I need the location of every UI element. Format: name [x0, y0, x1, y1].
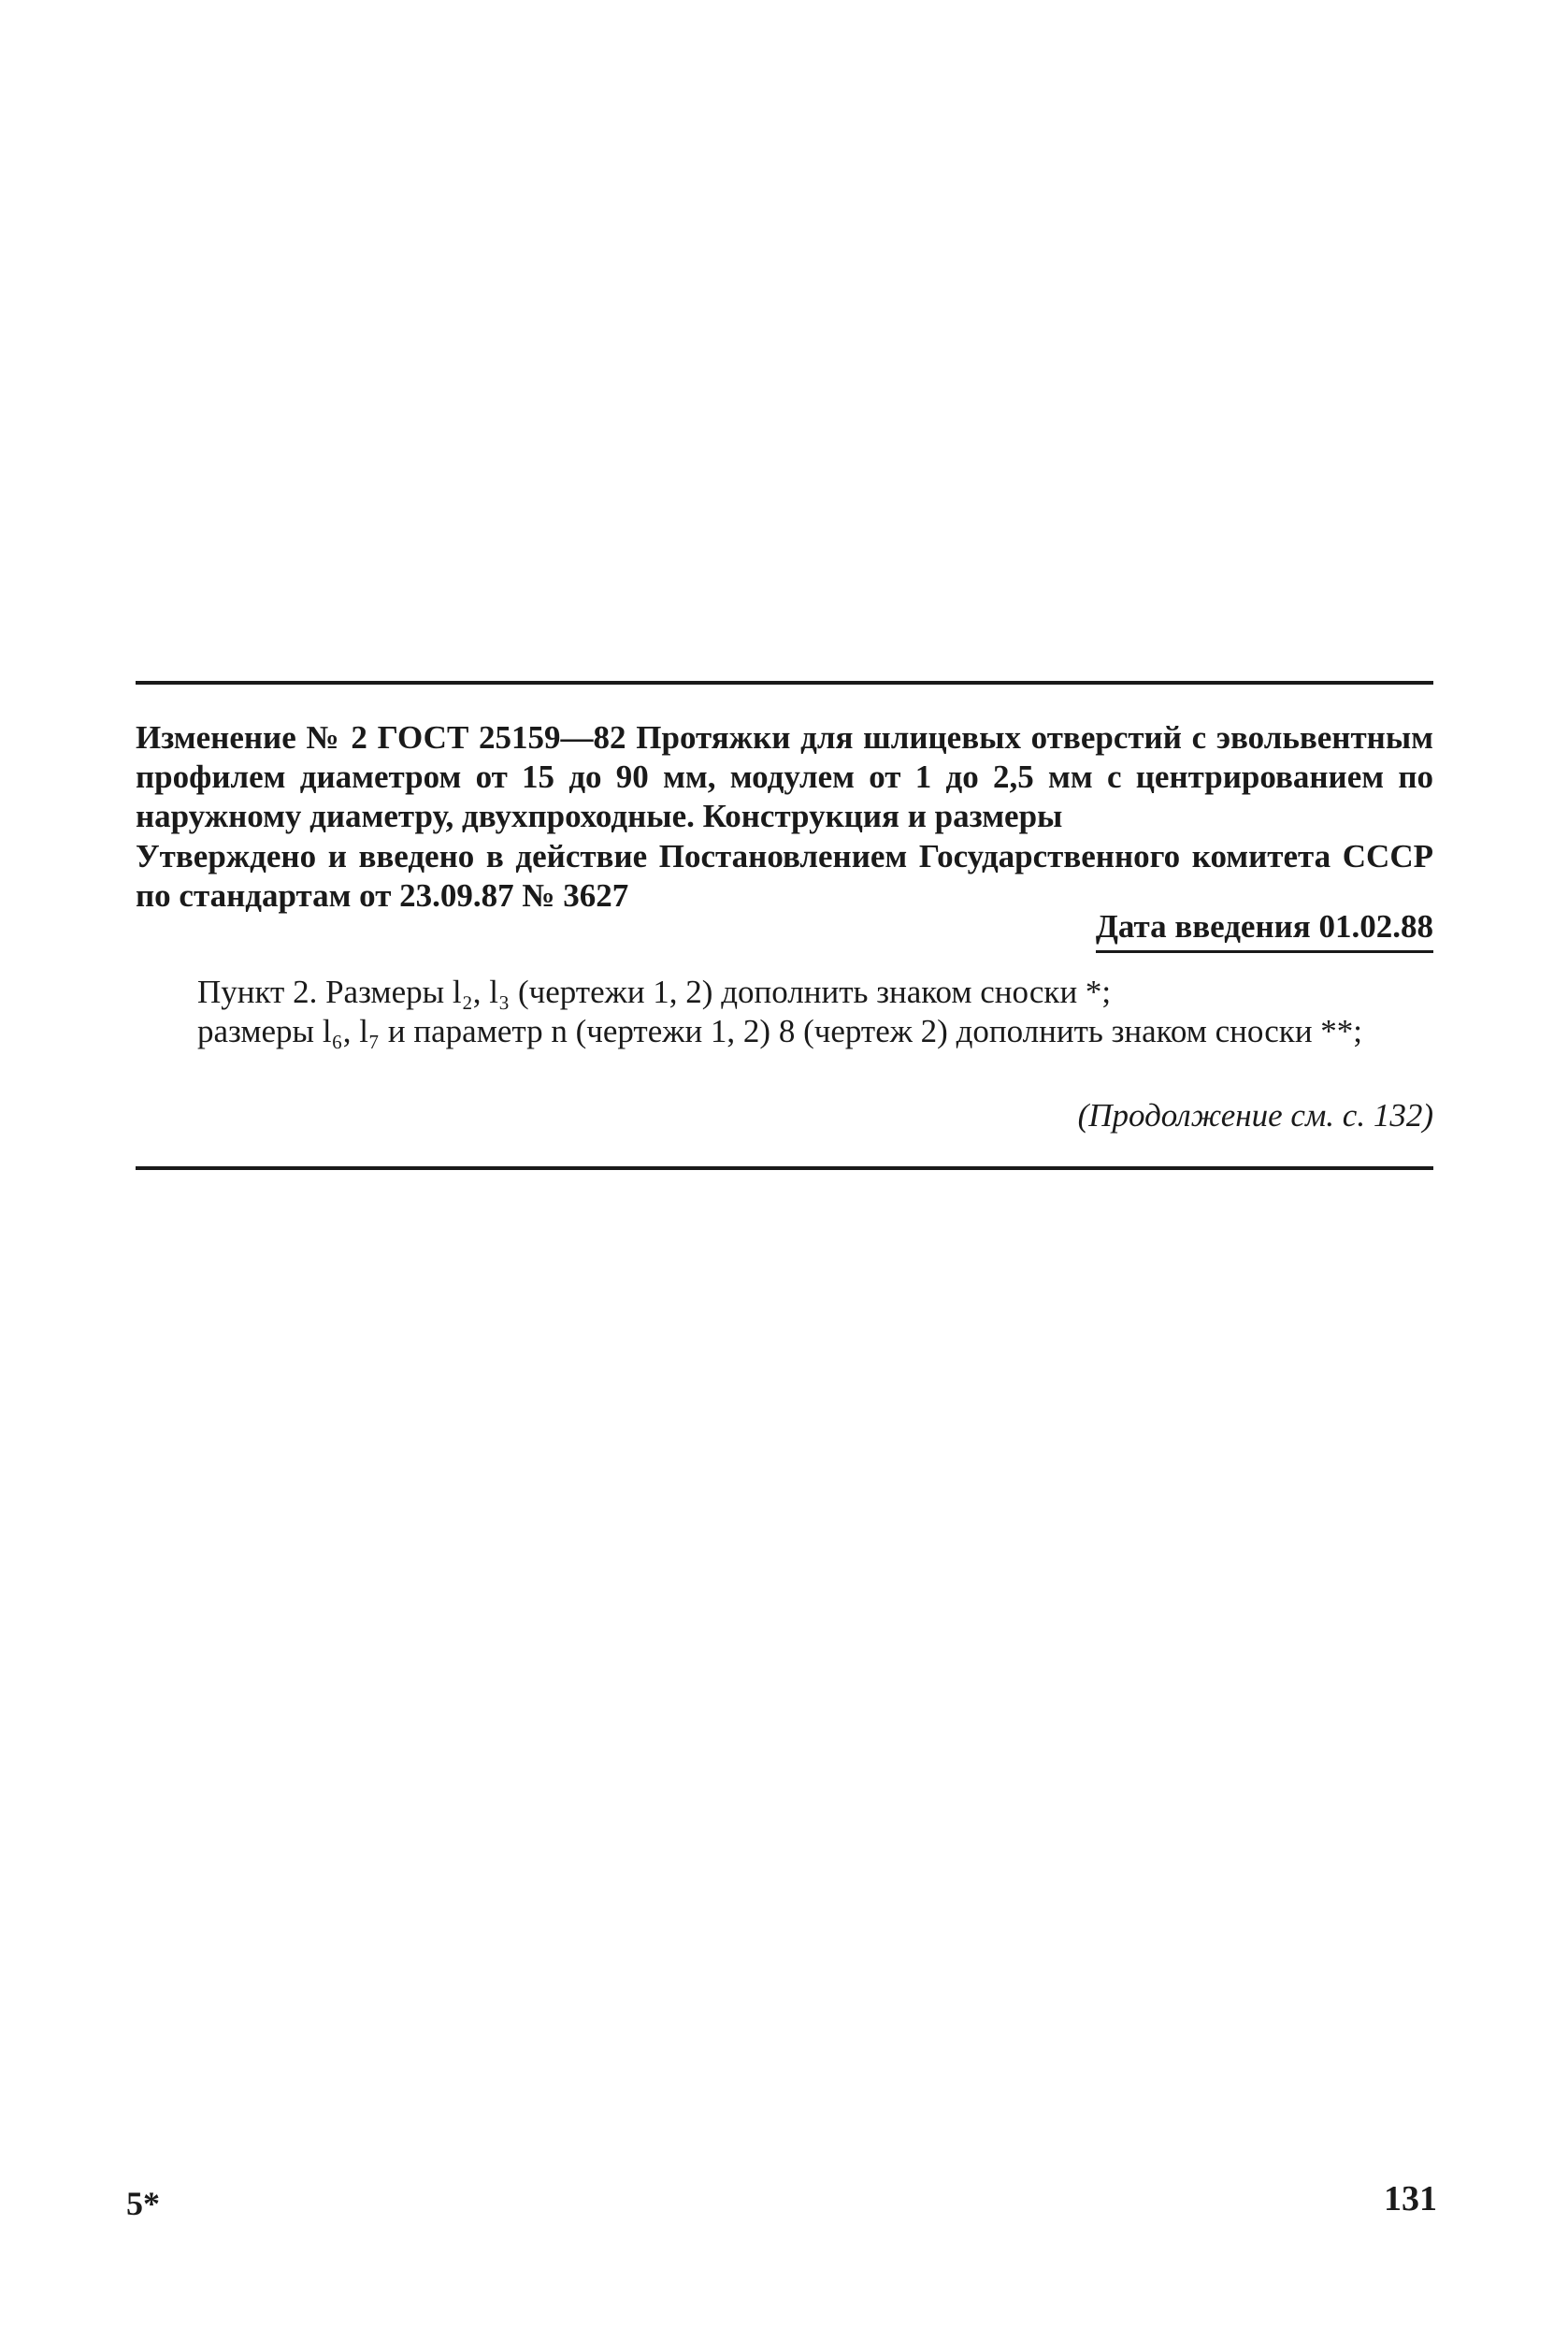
bottom-rule — [136, 1166, 1433, 1170]
page-number: 131 — [1384, 2179, 1437, 2218]
top-rule — [136, 681, 1433, 685]
approval-text: Утверждено и введено в действие Постановлением Государственного комитета СССР по стандартам от 23.09.87 № 3627 — [136, 838, 1433, 914]
amendment-title: Изменение № 2 ГОСТ 25159—82 Протяжки для шлицевых отверстий с эвольвентным профилем диаметром от 15 до 90 мм, модулем от 1 до 2,5 мм с центрированием по наружному диаметру, двухпроходные. Конструкция и размеры — [136, 719, 1433, 834]
continuation-note: (Продолжение см. с. 132) — [1077, 1097, 1433, 1134]
signature-mark: 5* — [126, 2185, 160, 2222]
introduction-date: Дата введения 01.02.88 — [1096, 907, 1433, 953]
paragraph-item-2-parameters: размеры l₆, l₇ и параметр n (чертежи 1, 2) 8 (чертеж 2) дополнить знаком сноски **; — [197, 1013, 1363, 1049]
paragraph-item-2-sizes: Пункт 2. Размеры l₂, l₃ (чертежи 1, 2) дополнить знаком сноски *; — [197, 974, 1112, 1010]
